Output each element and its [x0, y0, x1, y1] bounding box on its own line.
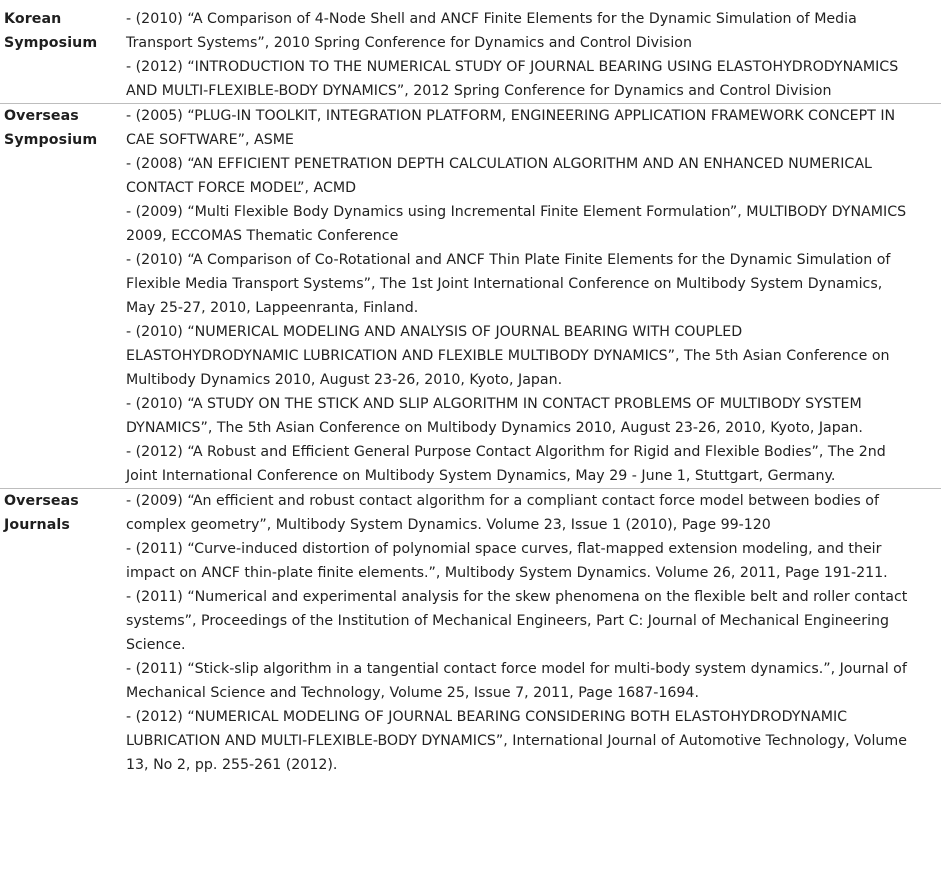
category-label: Overseas Journals	[0, 489, 125, 778]
entries-list	[125, 489, 941, 778]
section-row-overseas-symposium	[0, 104, 941, 489]
publication-entry: - (2009) “An efficient and robust contact algorithm for a compliant contact force model between bodies of complex geometry”, Multibody System Dynamics. Volume 23, Issue 1 (2010), Page 99-120	[126, 493, 879, 533]
entries-list	[125, 7, 941, 104]
publication-entry: - (2010) “NUMERICAL MODELING AND ANALYSIS OF JOURNAL BEARING WITH COUPLED ELASTOHYDRODYNAMIC LUBRICATION AND FLEXIBLE MULTIBODY DYNAMICS”, The 5th Asian Conference on Multibody Dynamics 2010, August 23-26, 2010, Kyoto, Japan.	[126, 324, 890, 388]
section-row-overseas-journals	[0, 489, 941, 778]
publication-entry: - (2012) “NUMERICAL MODELING OF JOURNAL BEARING CONSIDERING BOTH ELASTOHYDRODYNAMIC LUBRICATION AND MULTI-FLEXIBLE-BODY DYNAMICS”, International Journal of Automotive Technology, Volume 13, No 2, pp. 255-261 (2012).	[126, 709, 907, 773]
publication-entry: - (2005) “PLUG-IN TOOLKIT, INTEGRATION PLATFORM, ENGINEERING APPLICATION FRAMEWORK CONCEPT IN CAE SOFTWARE”, ASME	[126, 108, 896, 148]
section-row-korean-symposium	[0, 7, 941, 104]
publication-entry: - (2012) “INTRODUCTION TO THE NUMERICAL STUDY OF JOURNAL BEARING USING ELASTOHYDRODYNAMICS AND MULTI-FLEXIBLE-BODY DYNAMICS”, 2012 Spring Conference for Dynamics and Control Division	[126, 59, 899, 99]
publication-entry: - (2012) “A Robust and Efficient General Purpose Contact Algorithm for Rigid and Flexible Bodies”, The 2nd Joint International Conference on Multibody System Dynamics, May 29 - June 1, Stuttgart, Germany.	[126, 444, 886, 484]
publication-entry: - (2009) “Multi Flexible Body Dynamics using Incremental Finite Element Formulation”, MULTIBODY DYNAMICS 2009, ECCOMAS Thematic Conference	[126, 204, 907, 244]
category-label: Overseas Symposium	[0, 104, 125, 489]
category-label: Korean Symposium	[4, 11, 98, 51]
publication-entry: - (2011) “Curve-induced distortion of polynomial space curves, flat-mapped extension modeling, and their impact on ANCF thin-plate finite elements.”, Multibody System Dynamics. Volume 26, 2011, Page 191-211.	[126, 541, 888, 581]
publications-table	[0, 7, 941, 777]
publication-entry: - (2011) “Numerical and experimental analysis for the skew phenomena on the flexible belt and roller contact systems”, Proceedings of the Institution of Mechanical Engineers, Part C: Journal of Mechanical Engineering Science.	[126, 589, 908, 653]
entries-list	[125, 104, 941, 489]
publication-entry: - (2010) “A Comparison of 4-Node Shell and ANCF Finite Elements for the Dynamic Simulation of Media Transport Systems”, 2010 Spring Conference for Dynamics and Control Division	[126, 11, 857, 51]
publication-entry: - (2010) “A STUDY ON THE STICK AND SLIP ALGORITHM IN CONTACT PROBLEMS OF MULTIBODY SYSTEM DYNAMICS”, The 5th Asian Conference on Multibody Dynamics 2010, August 23-26, 2010, Kyoto, Japan.	[126, 396, 863, 436]
publication-entry: - (2011) “Stick-slip algorithm in a tangential contact force model for multi-body system dynamics.”, Journal of Mechanical Science and Technology, Volume 25, Issue 7, 2011, Page 1687-1694.	[126, 661, 907, 701]
publication-entry: - (2010) “A Comparison of Co-Rotational and ANCF Thin Plate Finite Elements for the Dynamic Simulation of Flexible Media Transport Systems”, The 1st Joint International Conference on Multibody System Dynamics, May 25-27, 2010, Lappeenranta, Finland.	[126, 252, 891, 316]
publication-entry: - (2008) “AN EFFICIENT PENETRATION DEPTH CALCULATION ALGORITHM AND AN ENHANCED NUMERICAL CONTACT FORCE MODEL”, ACMD	[126, 156, 872, 196]
